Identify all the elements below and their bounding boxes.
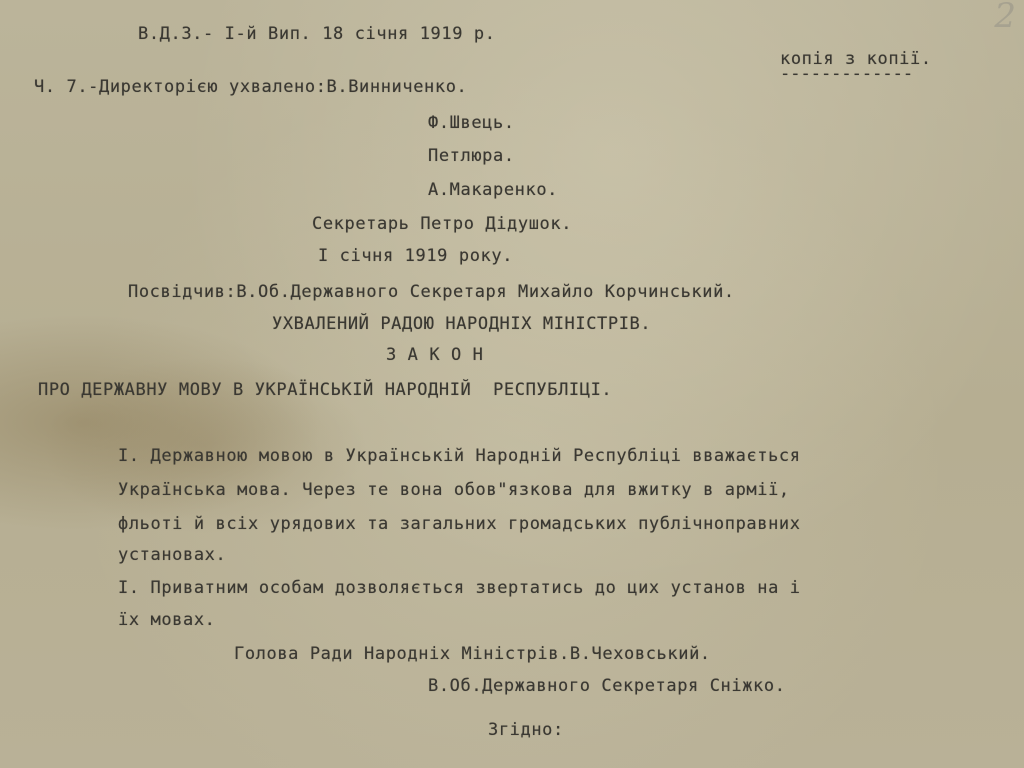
paragraph2-line-1: І. Приватним особам дозволяється звертатись до цих установ на і bbox=[118, 578, 801, 598]
directory-date: І січня 1919 року. bbox=[318, 246, 514, 266]
paragraph2-line-2: їх мовах. bbox=[118, 610, 216, 630]
law-subtitle: ПРО ДЕРЖАВНУ МОВУ В УКРАЇНСЬКІЙ НАРОДНІЙ РЕСПУБЛІЦІ. bbox=[38, 380, 613, 400]
agreed-line: Згідно: bbox=[488, 720, 564, 740]
paragraph1-line-3: фльоті й всіх урядових та загальних громадських публічноправних bbox=[118, 514, 801, 534]
paragraph1-line-4: установах. bbox=[118, 545, 227, 565]
law-title: З А К О Н bbox=[386, 345, 484, 365]
copy-note: копія з копії. bbox=[780, 49, 932, 69]
signature-chair: Голова Ради Народніх Міністрів.В.Чеховський. bbox=[234, 644, 711, 664]
copy-note-underline: ------------- bbox=[780, 64, 914, 84]
directory-line-1: Ч. 7.-Директорією ухвалено:В.Винниченко. bbox=[34, 77, 468, 97]
directory-line-3: Петлюра. bbox=[428, 146, 515, 166]
directory-line-4: А.Макаренко. bbox=[428, 180, 559, 200]
certified-line: Посвідчив:В.Об.Державного Секретаря Михайло Корчинський. bbox=[128, 282, 735, 302]
corner-page-number: 2 bbox=[994, 0, 1016, 36]
adopted-line: УХВАЛЕНИЙ РАДОЮ НАРОДНІХ МІНІСТРІВ. bbox=[272, 314, 652, 334]
signature-secretary: В.Об.Державного Секретаря Сніжко. bbox=[428, 676, 786, 696]
directory-line-2: Ф.Швець. bbox=[428, 113, 515, 133]
paragraph1-line-1: І. Державною мовою в Українській Народній Республіці вважається bbox=[118, 446, 801, 466]
directory-line-5: Секретарь Петро Дідушок. bbox=[312, 214, 573, 234]
document-header: В.Д.З.- І-й Вип. 18 січня 1919 р. bbox=[138, 24, 496, 44]
paragraph1-line-2: Українська мова. Через те вона обов"язкова для вжитку в армії, bbox=[118, 480, 790, 500]
